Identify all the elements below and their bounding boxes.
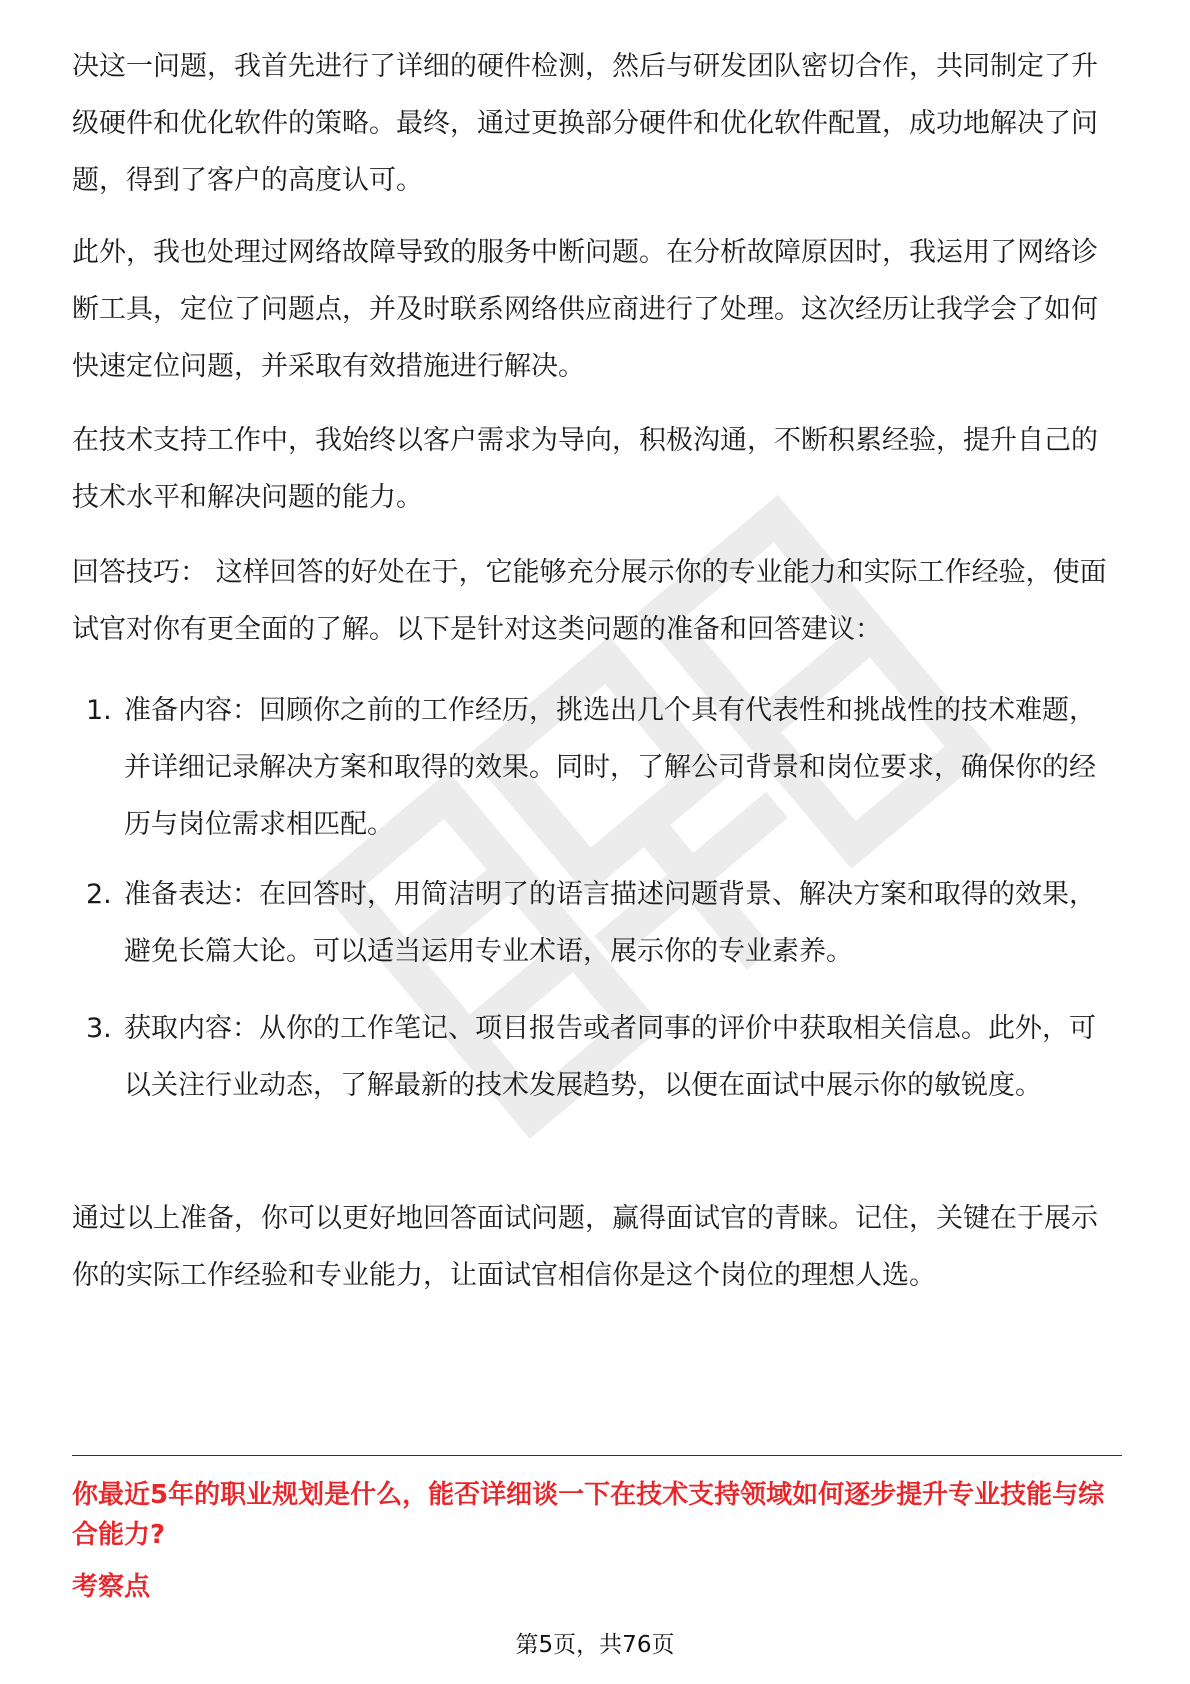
- paragraph-1: 决这一问题，我首先进行了详细的硬件检测，然后与研发团队密切合作，共同制定了升级硬件和优化软件的策略。最终，通过更换部分硬件和优化软件配置，成功地解决了问题，得到了客户的高度认可。: [72, 51, 1098, 196]
- list-number: 2.: [86, 879, 112, 910]
- conclusion-paragraph: 通过以上准备，你可以更好地回答面试问题，赢得面试官的青睐。记住，关键在于展示你的实际工作经验和专业能力，让面试官相信你是这个岗位的理想人选。: [72, 1203, 1098, 1291]
- list-number: 3.: [86, 1013, 112, 1044]
- list-item: [72, 1000, 1122, 1114]
- paragraph-2: 此外，我也处理过网络故障导致的服务中断问题。在分析故障原因时，我运用了网络诊断工具，定位了问题点，并及时联系网络供应商进行了处理。这次经历让我学会了如何快速定位问题，并采取有效措施进行解决。: [72, 237, 1098, 382]
- paragraph-3: 在技术支持工作中，我始终以客户需求为导向，积极沟通，不断积累经验，提升自己的技术水平和解决问题的能力。: [72, 425, 1098, 513]
- list-item: [72, 682, 1122, 853]
- list-number: 1.: [86, 695, 112, 726]
- list-item-text: 准备表达：在回答时，用简洁明了的语言描述问题背景、解决方案和取得的效果，避免长篇大论。可以适当运用专业术语，展示你的专业素养。: [124, 879, 1096, 967]
- section-divider: [72, 1455, 1122, 1456]
- page-footer: 第5页，共76页: [515, 1632, 675, 1658]
- list-item-text: 获取内容：从你的工作笔记、项目报告或者同事的评价中获取相关信息。此外，可以关注行业动态，了解最新的技术发展趋势，以便在面试中展示你的敏锐度。: [124, 1013, 1096, 1101]
- list-item-text: 准备内容：回顾你之前的工作经历，挑选出几个具有代表性和挑战性的技术难题，并详细记录解决方案和取得的效果。同时，了解公司背景和岗位要求，确保你的经历与岗位需求相匹配。: [124, 695, 1096, 840]
- list-item: [72, 866, 1122, 980]
- section-label: 考察点: [72, 1572, 151, 1602]
- answer-tips-intro: 回答技巧： 这样回答的好处在于，它能够充分展示你的专业能力和实际工作经验，使面试官对你有更全面的了解。以下是针对这类问题的准备和回答建议：: [72, 557, 1107, 645]
- next-question-heading: 你最近5年的职业规划是什么，能否详细谈一下在技术支持领域如何逐步提升专业技能与综合能力?: [72, 1480, 1105, 1550]
